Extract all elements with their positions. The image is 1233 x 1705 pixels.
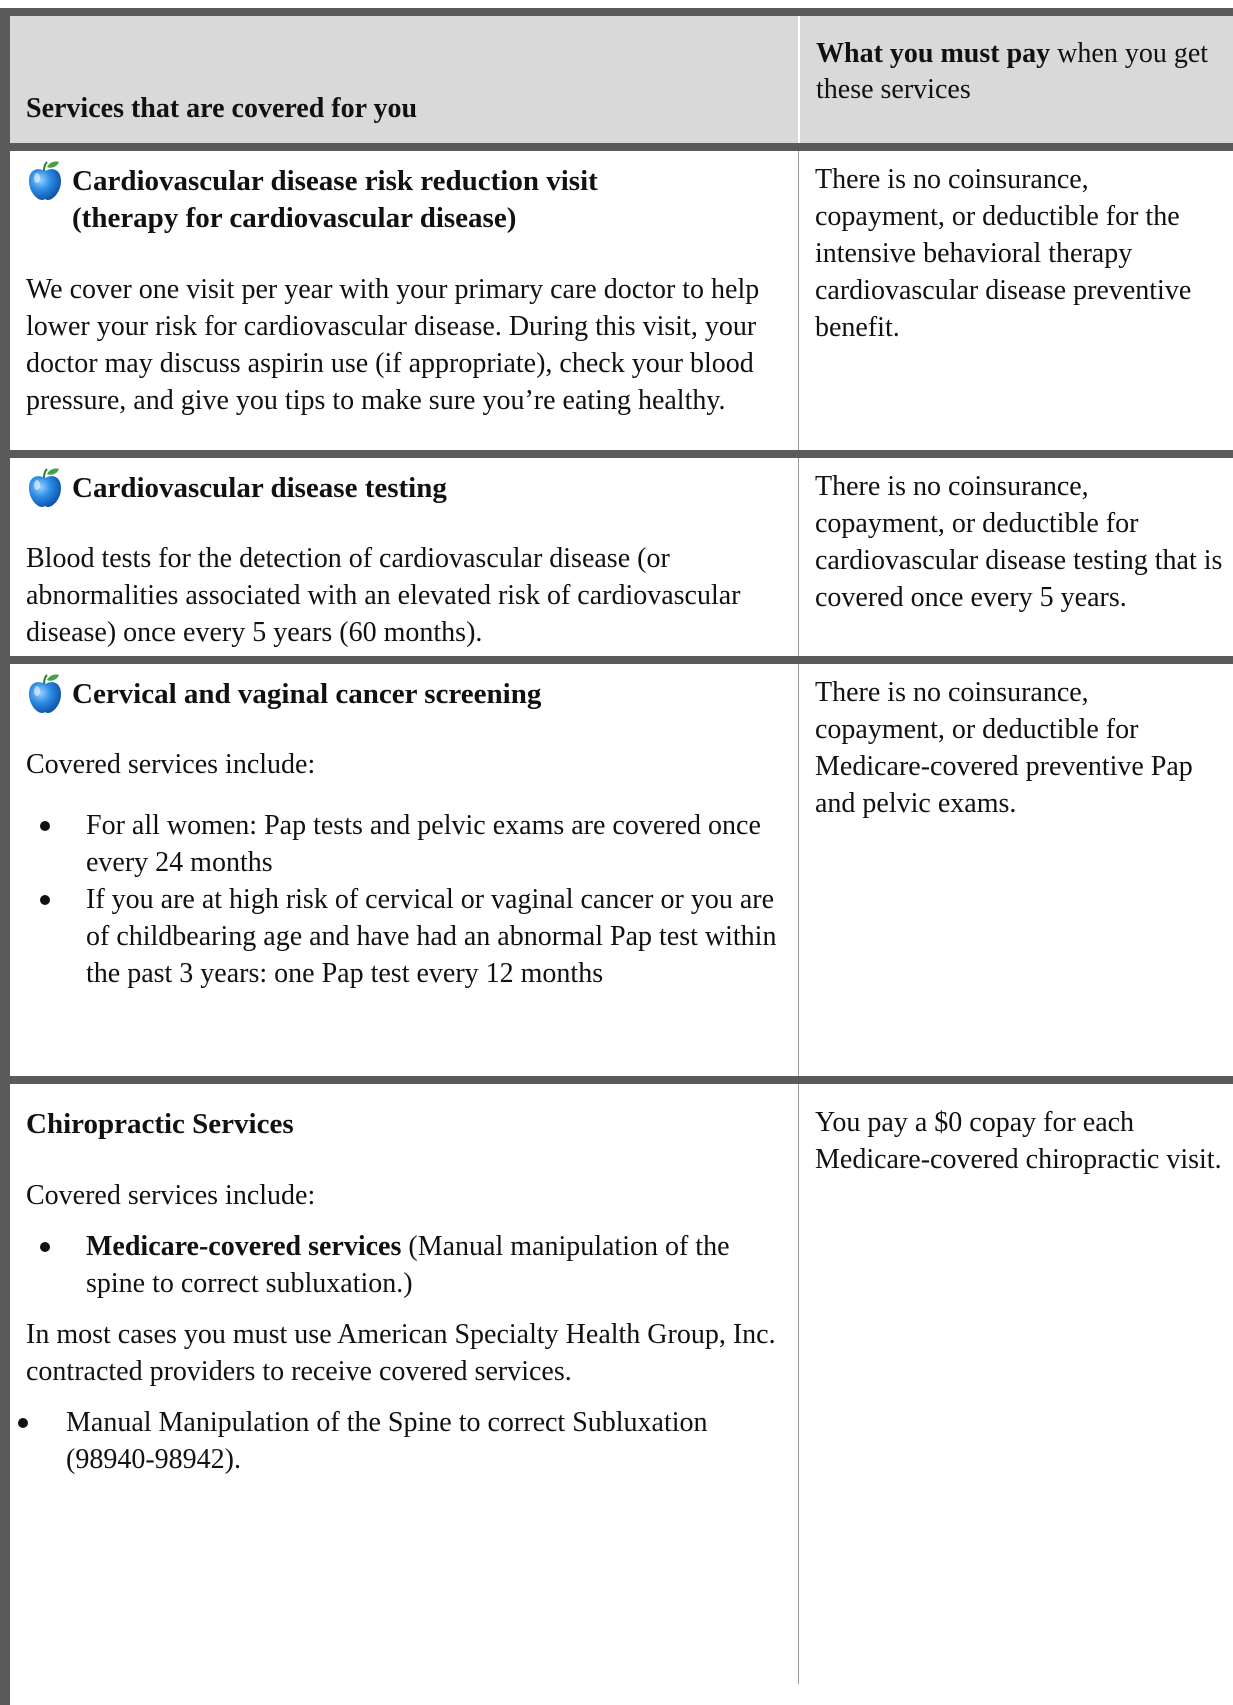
service-title-text: Cardiovascular disease testing — [72, 472, 447, 504]
service-description: We cover one visit per year with your primary care doctor to help lower your risk for cardiovascular disease. During this visit, your doctor may discuss aspirin use (if appropriate), check your blood pressure, and give you tips to make sure you’re eating healthy. — [26, 274, 760, 416]
table-header-row — [10, 16, 1233, 151]
list-item: For all women: Pap tests and pelvic exams are covered once every 24 months — [26, 807, 780, 881]
bullet-rest-text: (Manual manipulation of the spine to correct subluxation.) — [86, 1231, 730, 1299]
list-item: Manual Manipulation of the Spine to correct Subluxation (98940-98942). — [14, 1404, 780, 1478]
service-intro: Covered services include: — [26, 749, 316, 780]
apple-icon — [26, 159, 64, 201]
apple-icon — [26, 672, 64, 714]
pay-text: There is no coinsurance, copayment, or deductible for cardiovascular disease testing that is covered once every 5 years. — [815, 471, 1223, 613]
table-row — [10, 151, 1233, 458]
services-cell — [10, 1084, 798, 1684]
service-title-text: Chiropractic Services — [26, 1108, 294, 1140]
service-description: Blood tests for the detection of cardiovascular disease (or abnormalities associated with an elevated risk of cardiovascular disease) once every 5 years (60 months). — [26, 543, 741, 648]
service-note: In most cases you must use American Specialty Health Group, Inc. contracted providers to receive covered services. — [26, 1319, 776, 1387]
apple-icon — [26, 466, 64, 508]
table-row — [10, 664, 1233, 1084]
service-title — [26, 163, 780, 237]
header-services-label: Services that are covered for you — [26, 93, 418, 124]
services-cell — [10, 151, 798, 450]
header-cell-pay — [798, 16, 1233, 143]
service-title-line1: Cardiovascular disease risk reduction visit — [72, 165, 598, 197]
services-cell — [10, 664, 798, 1076]
header-cell-services — [10, 16, 798, 143]
table-row — [10, 458, 1233, 664]
service-bullet-list — [14, 1404, 780, 1478]
service-title — [26, 470, 780, 508]
services-cell — [10, 458, 798, 656]
bullet-bold-text: Medicare-covered services — [86, 1231, 402, 1262]
service-title-text: Cervical and vaginal cancer screening — [72, 678, 542, 710]
header-pay-label — [816, 36, 1223, 108]
table-row — [10, 1084, 1233, 1684]
pay-cell — [798, 458, 1233, 656]
pay-cell — [798, 151, 1233, 450]
service-intro: Covered services include: — [26, 1180, 316, 1211]
pay-cell — [798, 1084, 1233, 1684]
pay-text: You pay a $0 copay for each Medicare-covered chiropractic visit. — [815, 1107, 1222, 1175]
service-bullet-list — [26, 807, 780, 992]
service-title — [26, 676, 780, 714]
header-pay-bold: What you must pay — [816, 38, 1051, 69]
service-title — [26, 1106, 780, 1143]
pay-text: There is no coinsurance, copayment, or deductible for the intensive behavioral therapy cardiovascular disease preventive benefit. — [815, 164, 1192, 343]
service-bullet-list — [26, 1228, 780, 1302]
benefits-table — [0, 8, 1233, 1705]
pay-text: There is no coinsurance, copayment, or deductible for Medicare-covered preventive Pap and pelvic exams. — [815, 677, 1193, 819]
list-item — [26, 1228, 780, 1302]
pay-cell — [798, 664, 1233, 1076]
service-title-line2: (therapy for cardiovascular disease) — [72, 202, 517, 234]
header-pay-rest: when you get these services — [816, 38, 1209, 105]
list-item: If you are at high risk of cervical or vaginal cancer or you are of childbearing age and have had an abnormal Pap test within the past 3 years: one Pap test every 12 months — [26, 881, 780, 992]
